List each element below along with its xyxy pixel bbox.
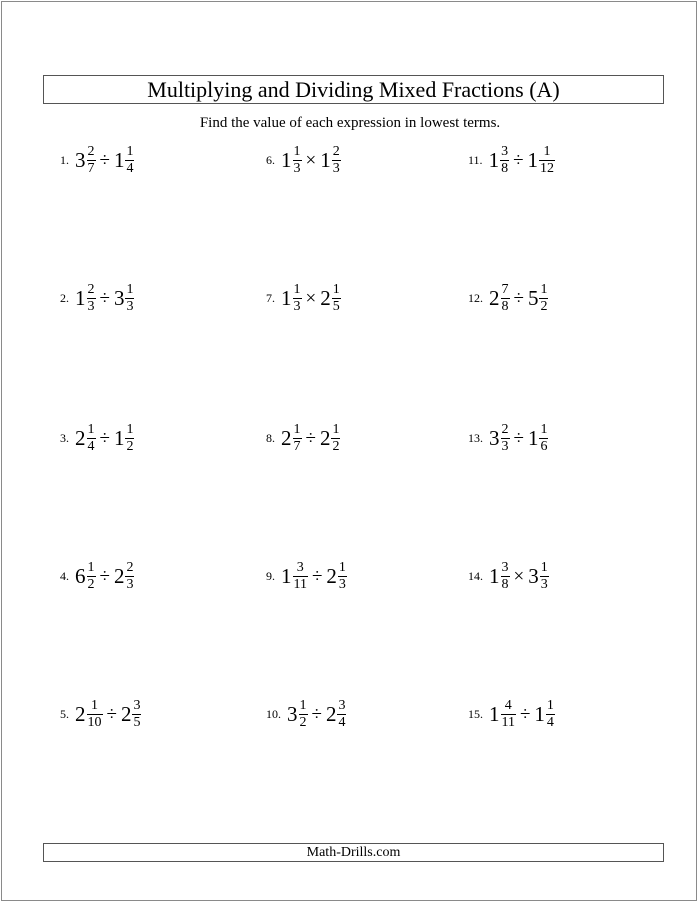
operand-a-denominator: 7 [87, 160, 95, 176]
operand-a-denominator: 3 [293, 298, 301, 314]
operand-b-denominator: 4 [126, 160, 134, 176]
operand-b-numerator: 1 [332, 421, 340, 437]
operator-symbol: ÷ [99, 427, 110, 449]
problem-expression [75, 145, 134, 176]
problem-number: 4. [60, 568, 69, 583]
problem-number: 14. [468, 568, 483, 583]
operand-b-whole: 1 [113, 425, 125, 450]
operand-a-denominator: 2 [87, 576, 95, 592]
operand-b-denominator: 3 [126, 576, 134, 592]
operand-b-whole: 1 [320, 147, 331, 172]
operand-b-mixed-number [121, 699, 142, 730]
operand-b-numerator: 2 [126, 559, 134, 575]
worksheet-title: Multiplying and Dividing Mixed Fractions (A) [43, 75, 664, 104]
operand-a-fraction [501, 561, 510, 592]
operand-a-denominator: 3 [87, 298, 95, 314]
operand-a-fraction [500, 145, 509, 176]
operand-a-whole: 2 [489, 285, 500, 310]
operand-b-numerator: 1 [546, 697, 554, 713]
operator-symbol: × [513, 565, 525, 587]
operand-a-whole: 1 [75, 285, 86, 310]
operand-b-mixed-number [528, 145, 556, 176]
operand-b-fraction [540, 561, 549, 592]
operand-b-fraction [332, 283, 341, 314]
operand-a-mixed-number [75, 699, 103, 730]
operand-a-numerator: 2 [87, 281, 95, 297]
operator-symbol: × [305, 149, 317, 171]
operand-a-whole: 1 [489, 563, 500, 588]
operand-a-fraction [299, 699, 308, 730]
operand-a-mixed-number [489, 561, 510, 592]
problem-expression [489, 699, 555, 730]
operand-b-whole: 1 [527, 425, 539, 450]
problem-number: 3. [60, 430, 69, 445]
operand-a-mixed-number [281, 561, 308, 592]
operand-b-fraction [332, 145, 341, 176]
operand-b-fraction [338, 561, 347, 592]
operand-b-mixed-number [114, 423, 135, 454]
problem-item [266, 278, 341, 318]
operand-a-denominator: 8 [501, 160, 509, 176]
operand-b-denominator: 6 [540, 438, 548, 454]
operator-symbol: ÷ [519, 703, 531, 725]
operand-a-numerator: 1 [87, 559, 95, 575]
operand-a-whole: 1 [489, 701, 500, 726]
operand-a-whole: 3 [75, 147, 86, 172]
operand-a-whole: 2 [75, 425, 86, 450]
problem-expression [281, 423, 340, 454]
operand-b-whole: 2 [325, 701, 337, 726]
operand-b-mixed-number [528, 283, 549, 314]
operand-b-numerator: 1 [126, 143, 134, 159]
operand-b-denominator: 2 [126, 438, 134, 454]
problem-number: 7. [266, 290, 275, 305]
operand-a-mixed-number [75, 423, 96, 454]
operand-b-fraction [125, 283, 134, 314]
operand-b-fraction [539, 423, 548, 454]
operator-symbol: ÷ [513, 427, 524, 449]
operand-b-fraction [539, 145, 555, 176]
operand-b-numerator: 1 [540, 281, 548, 297]
problem-number: 15. [468, 706, 483, 721]
operand-b-numerator: 1 [126, 421, 134, 437]
operand-b-whole: 3 [528, 563, 539, 588]
operator-symbol: ÷ [99, 565, 110, 587]
operand-b-denominator: 3 [338, 576, 346, 592]
problem-number: 1. [60, 152, 69, 167]
problem-expression [75, 699, 141, 730]
problem-item [468, 278, 548, 318]
operand-a-mixed-number [75, 283, 96, 314]
operand-a-whole: 2 [75, 701, 86, 726]
operand-b-mixed-number [320, 283, 341, 314]
problem-item [60, 418, 134, 458]
operand-a-mixed-number [489, 145, 510, 176]
problem-expression [281, 561, 347, 592]
operand-a-fraction [293, 423, 302, 454]
operand-b-mixed-number [534, 699, 555, 730]
operator-symbol: ÷ [513, 287, 524, 309]
operand-b-numerator: 3 [133, 697, 141, 713]
problem-item [468, 418, 548, 458]
problem-number: 10. [266, 706, 281, 721]
operand-b-denominator: 3 [126, 298, 134, 314]
operand-b-denominator: 12 [540, 160, 554, 176]
operand-b-denominator: 5 [332, 298, 340, 314]
operand-a-fraction [87, 283, 96, 314]
problem-item [266, 694, 346, 734]
problem-item [468, 556, 549, 596]
operand-a-whole: 1 [281, 285, 292, 310]
operator-symbol: ÷ [99, 149, 110, 171]
operand-a-whole: 3 [287, 701, 298, 726]
operand-b-denominator: 5 [133, 714, 141, 730]
operand-a-denominator: 3 [293, 160, 301, 176]
operand-b-denominator: 2 [332, 438, 340, 454]
operator-symbol: ÷ [513, 149, 524, 171]
operator-symbol: ÷ [106, 703, 117, 725]
operand-b-numerator: 1 [540, 421, 548, 437]
operand-b-mixed-number [320, 423, 341, 454]
operand-a-mixed-number [489, 423, 510, 454]
operand-a-fraction [501, 699, 516, 730]
operand-b-whole: 2 [326, 563, 337, 588]
operand-b-numerator: 1 [332, 281, 340, 297]
operand-a-denominator: 8 [501, 298, 509, 314]
operand-b-whole: 1 [527, 147, 538, 172]
operand-a-mixed-number [75, 561, 96, 592]
problem-expression [75, 423, 134, 454]
operand-a-numerator: 7 [501, 281, 509, 297]
problem-expression [489, 423, 548, 454]
operand-a-fraction [501, 423, 510, 454]
operand-b-whole: 5 [527, 285, 539, 310]
problem-item [266, 140, 341, 180]
problem-expression [281, 283, 341, 314]
problem-number: 13. [468, 430, 483, 445]
operand-a-numerator: 3 [501, 559, 509, 575]
operand-b-numerator: 1 [338, 559, 346, 575]
problem-item [60, 278, 134, 318]
operand-b-denominator: 3 [540, 576, 548, 592]
operand-a-numerator: 2 [87, 143, 95, 159]
problem-number: 2. [60, 290, 69, 305]
problem-number: 12. [468, 290, 483, 305]
operand-b-denominator: 4 [338, 714, 346, 730]
operand-a-mixed-number [287, 699, 308, 730]
operand-a-denominator: 3 [501, 438, 509, 454]
operand-b-numerator: 3 [338, 697, 346, 713]
operand-a-numerator: 1 [293, 281, 301, 297]
operand-a-whole: 2 [281, 425, 292, 450]
operand-b-fraction [132, 699, 141, 730]
problem-item [266, 418, 340, 458]
problem-number: 11. [468, 152, 483, 167]
problem-expression [489, 561, 549, 592]
operand-b-whole: 2 [320, 285, 331, 310]
operand-b-whole: 1 [113, 147, 125, 172]
problem-item [468, 694, 555, 734]
operand-b-fraction [546, 699, 555, 730]
operand-a-numerator: 4 [504, 697, 512, 713]
operand-a-numerator: 1 [91, 697, 98, 713]
operand-b-denominator: 2 [540, 298, 548, 314]
operand-b-fraction [331, 423, 340, 454]
operand-b-fraction [125, 561, 134, 592]
operand-a-denominator: 11 [501, 714, 515, 730]
operand-a-fraction [293, 145, 302, 176]
problem-expression [489, 145, 555, 176]
operand-b-numerator: 1 [540, 559, 548, 575]
operand-a-fraction [87, 561, 96, 592]
operand-a-mixed-number [281, 423, 302, 454]
problem-expression [281, 145, 341, 176]
operand-b-mixed-number [114, 283, 135, 314]
operand-a-whole: 1 [281, 563, 292, 588]
problem-number: 9. [266, 568, 275, 583]
operand-a-numerator: 1 [299, 697, 307, 713]
operand-b-numerator: 1 [543, 143, 551, 159]
operand-b-numerator: 2 [332, 143, 340, 159]
problem-number: 5. [60, 706, 69, 721]
operand-a-mixed-number [281, 283, 302, 314]
operand-a-denominator: 11 [293, 576, 307, 592]
operand-a-mixed-number [281, 145, 302, 176]
operator-symbol: ÷ [311, 703, 322, 725]
operand-a-numerator: 2 [501, 421, 509, 437]
operand-a-fraction [293, 561, 308, 592]
problem-expression [489, 283, 548, 314]
operand-b-fraction [125, 145, 134, 176]
problem-item [468, 140, 555, 180]
problem-item [60, 140, 134, 180]
instructions: Find the value of each expression in lowest terms. [199, 115, 501, 131]
operand-a-whole: 1 [488, 147, 500, 172]
problem-number: 6. [266, 152, 275, 167]
operand-b-mixed-number [528, 423, 549, 454]
operand-a-mixed-number [75, 145, 96, 176]
operand-b-whole: 1 [534, 701, 545, 726]
problem-item [60, 556, 134, 596]
operand-b-whole: 2 [120, 701, 132, 726]
problem-expression [75, 561, 134, 592]
operand-a-fraction [87, 423, 96, 454]
problem-item [60, 694, 141, 734]
operand-a-denominator: 10 [87, 714, 102, 730]
problem-number: 8. [266, 430, 275, 445]
operand-a-denominator: 8 [501, 576, 509, 592]
operand-b-whole: 2 [113, 563, 125, 588]
operand-b-denominator: 3 [332, 160, 340, 176]
operand-b-denominator: 4 [546, 714, 554, 730]
operand-b-mixed-number [114, 145, 135, 176]
operand-a-numerator: 1 [293, 421, 301, 437]
operand-a-whole: 1 [281, 147, 292, 172]
operand-b-mixed-number [528, 561, 549, 592]
problem-item [266, 556, 347, 596]
operand-b-whole: 3 [113, 285, 125, 310]
operand-b-mixed-number [326, 561, 347, 592]
operand-a-fraction [87, 145, 96, 176]
operand-a-fraction [87, 699, 103, 730]
operand-a-denominator: 4 [87, 438, 95, 454]
operand-b-fraction [125, 423, 134, 454]
operand-b-numerator: 1 [126, 281, 134, 297]
operator-symbol: ÷ [311, 565, 323, 587]
operand-a-mixed-number [489, 283, 510, 314]
operand-a-denominator: 7 [293, 438, 301, 454]
operator-symbol: ÷ [99, 287, 110, 309]
operand-b-whole: 2 [319, 425, 331, 450]
operand-a-mixed-number [489, 699, 516, 730]
operand-a-fraction [501, 283, 510, 314]
operand-b-fraction [337, 699, 346, 730]
operand-a-whole: 3 [489, 425, 500, 450]
operand-a-numerator: 3 [296, 559, 304, 575]
operand-a-numerator: 3 [501, 143, 509, 159]
operand-a-whole: 6 [75, 563, 86, 588]
operator-symbol: ÷ [305, 427, 316, 449]
operand-a-denominator: 2 [299, 714, 307, 730]
operator-symbol: × [305, 287, 317, 309]
problem-expression [75, 283, 134, 314]
operand-b-fraction [539, 283, 548, 314]
operand-a-fraction [293, 283, 302, 314]
operand-b-mixed-number [114, 561, 135, 592]
operand-a-numerator: 1 [87, 421, 95, 437]
operand-b-mixed-number [320, 145, 341, 176]
operand-a-numerator: 1 [293, 143, 301, 159]
operand-b-mixed-number [326, 699, 347, 730]
problem-expression [287, 699, 346, 730]
footer-credit: Math-Drills.com [43, 843, 664, 862]
